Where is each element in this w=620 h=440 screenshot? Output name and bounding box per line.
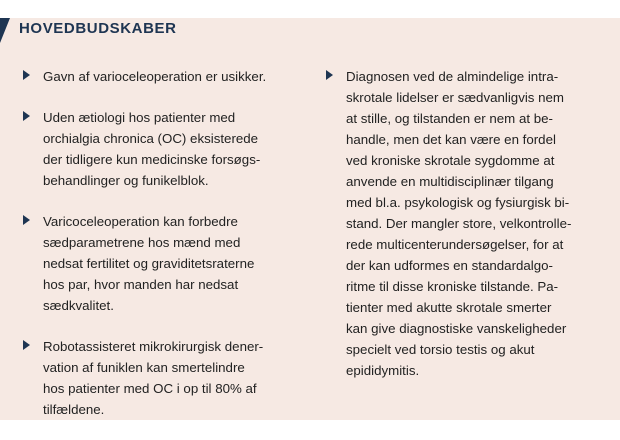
list-item-text: Diagnosen ved de almindelige intra- skrotale lidelser er sædvanligvis nem at stille, og tilstanden er nem at be- handle, men det kan være en fordel ved kroniske skrotale sygdomme at anvende en multidisciplinær tilgang med bl.a. psykologisk og fysiurgisk bi- stand. Der mangler store, velkontrolle- rede multicenterundersøgelser, for at der kan udformes en standardalgo- ritme til disse kroniske tilstande. Pa- tienter med akutte skrotale smerter kan give diagnostiske vanskeligheder specielt ved torsio testis og akut epididymitis. — [346, 69, 572, 378]
list-item — [19, 66, 299, 87]
box-heading: HOVEDBUDSKABER — [19, 20, 177, 37]
triangle-bullet-icon — [23, 111, 30, 121]
list-item-text: Uden ætiologi hos patienter med orchialgia chronica (OC) eksisterede der tidligere kun medicinske forsøgs- behandlinger og funikelblok. — [43, 110, 261, 188]
list-item — [19, 107, 299, 191]
corner-accent-icon — [0, 18, 10, 43]
triangle-bullet-icon — [23, 340, 30, 350]
triangle-bullet-icon — [326, 70, 333, 80]
list-item-text: Varicoceleoperation kan forbedre sædparametrene hos mænd med nedsat fertilitet og graviditetsraterne hos par, hvor manden har nedsat sædkvalitet. — [43, 214, 255, 313]
list-item-text: Robotassisteret mikrokirurgisk dener- vation af funiklen kan smertelindre hos patienter med OC i op til 80% af tilfældene. — [43, 339, 264, 417]
right-column — [322, 66, 604, 401]
list-item-text: Gavn af varioceleoperation er usikker. — [43, 69, 267, 84]
triangle-bullet-icon — [23, 70, 30, 80]
triangle-bullet-icon — [23, 215, 30, 225]
list-item — [322, 66, 604, 381]
list-item — [19, 211, 299, 316]
left-column — [19, 66, 299, 440]
list-item — [19, 336, 299, 420]
